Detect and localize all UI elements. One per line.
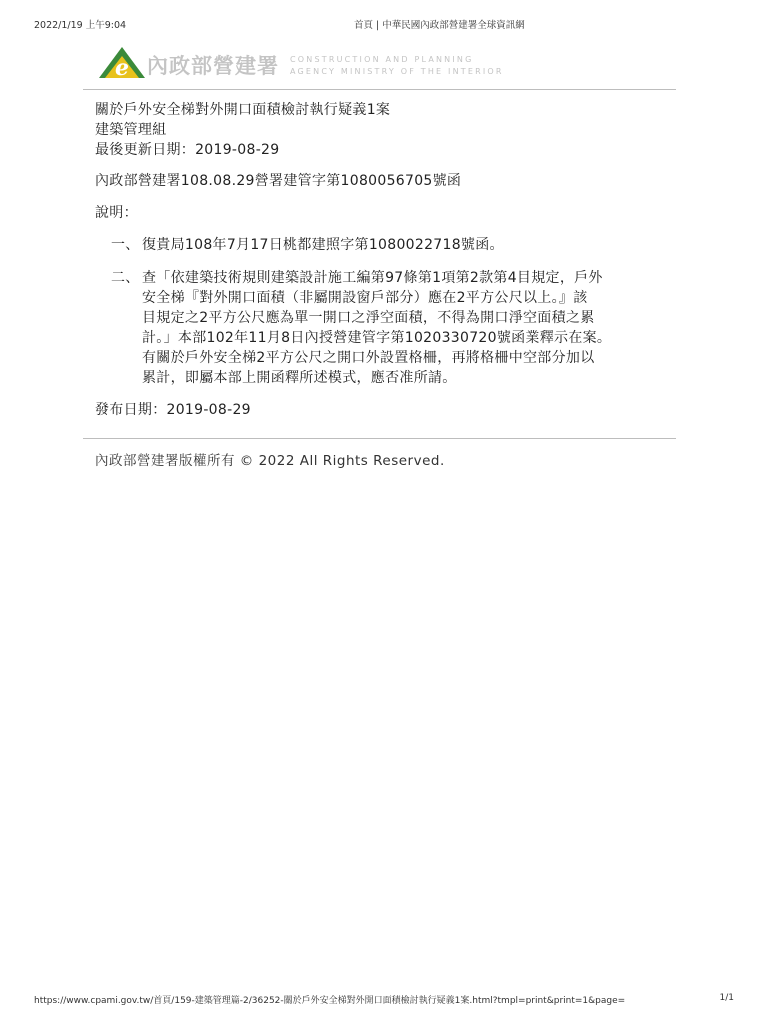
list-item-line: 計。」本部102年11月8日內授營建管字第1020330720號函業釋示在案。	[142, 330, 612, 346]
copyright-notice: 內政部營建署版權所有 © 2022 All Rights Reserved.	[95, 453, 445, 469]
publish-date: 發布日期：2019-08-29	[95, 402, 251, 418]
list-item-line: 累計，即屬本部上開函釋所述模式，應否准所請。	[142, 370, 457, 386]
agency-name-en	[290, 54, 504, 78]
agency-name-en-line2: AGENCY MINISTRY OF THE INTERIOR	[290, 67, 504, 76]
list-item-line: 查「依建築技術規則建築設計施工編第97條第1項第2款第4目規定，戶外	[142, 270, 603, 286]
list-item-text: 復貴局108年7月17日桃都建照字第1080022718號函。	[142, 237, 504, 253]
list-item-line: 有關於戶外安全梯2平方公尺之開口外設置格柵，再將格柵中空部分加以	[142, 350, 595, 366]
print-page-title: 首頁 | 中華民國內政部營建署全球資訊網	[354, 20, 525, 31]
list-item-line: 目規定之2平方公尺應為單一開口之淨空面積，不得為開口淨空面積之累	[142, 310, 595, 326]
footer-divider	[83, 438, 676, 439]
last-updated-date: 最後更新日期：2019-08-29	[95, 142, 280, 158]
print-header	[34, 17, 734, 31]
list-item-mark: 一、	[111, 237, 140, 253]
list-item	[95, 235, 675, 255]
agency-name-en-line1: CONSTRUCTION AND PLANNING	[290, 55, 474, 64]
header-divider	[83, 89, 676, 90]
article-title: 關於戶外安全梯對外開口面積檢討執行疑義1案	[95, 102, 391, 118]
print-date: 2022/1/19 上午9:04	[34, 20, 127, 31]
print-url: https://www.cpami.gov.tw/首頁/159-建築管理篇-2/36252-關於戶外安全梯對外開口面積檢討執行疑義1案.html?tmpl=print&print=1&page=	[34, 996, 626, 1006]
article-body	[95, 100, 675, 420]
reference-document: 內政部營建署108.08.29營署建管字第1080056705號函	[95, 173, 462, 189]
list-item-mark: 二、	[111, 270, 140, 286]
agency-name-cn: 內政部營建署	[147, 53, 279, 78]
print-page-number: 1/1	[719, 993, 734, 1003]
agency-logo[interactable]	[97, 44, 517, 84]
explanation-label: 說明：	[95, 205, 138, 221]
agency-emblem-icon	[97, 44, 147, 80]
emblem-letter: e	[115, 55, 129, 80]
article-department: 建築管理組	[95, 122, 167, 138]
list-item	[95, 268, 675, 388]
list-item-line: 安全梯『對外開口面積（非屬開設窗戶部分）應在2平方公尺以上。』該	[142, 290, 588, 306]
